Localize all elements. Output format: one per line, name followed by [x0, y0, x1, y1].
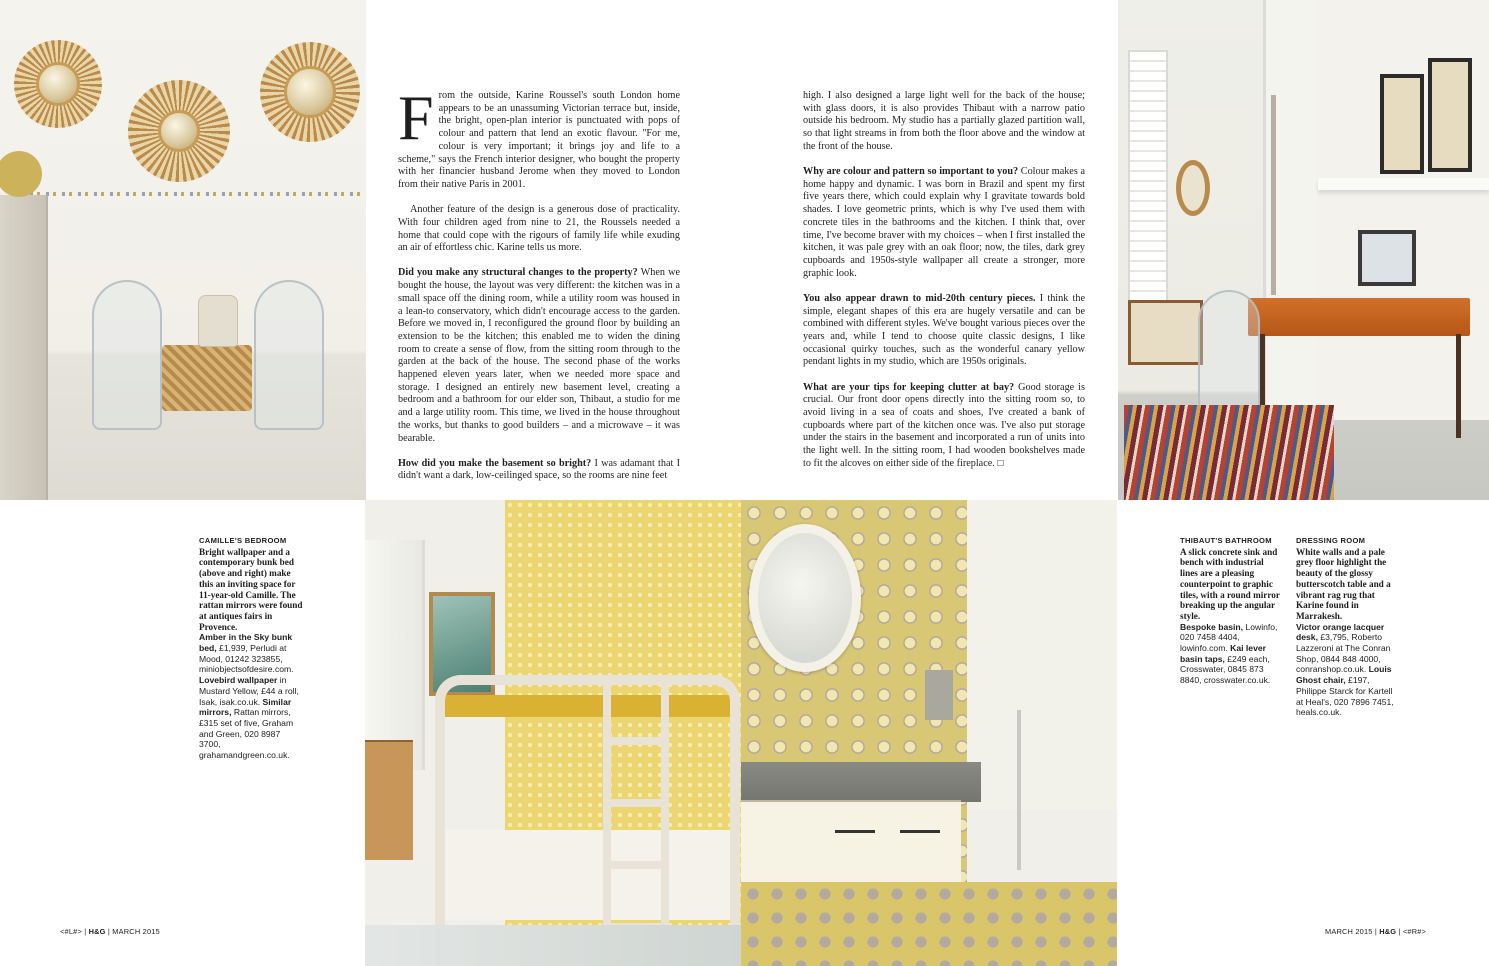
drop-cap: F: [398, 82, 434, 153]
framed-print: [1428, 58, 1472, 172]
paragraph-text: rom the outside, Karine Roussel's south London home appears to be an unassuming Victorian terrace but, inside, the bright, open-plan interior is punctuated with pops of colour and pattern that lend an exotic flavour. "For me, colour is very important; it brings joy and life to a scheme," says the French interior designer, who bought the property with her financier husband Jerome when they moved to London from their native Paris in 2001.: [398, 90, 680, 190]
rattan-heart-mirror: [128, 80, 230, 182]
photo-camilles-room-mirrors: [0, 0, 366, 500]
credit-details: Rattan mirrors, £315 set of five, Graham and Green, 020 8987 3700, grahamandgreen.co.uk.: [199, 707, 294, 761]
credit-details: in Mustard Yellow, £44 a roll, Isak, isak.co.uk.: [199, 675, 299, 707]
paragraph-text: high. I also designed a large light well for the back of the house; with glass doors, it is also provides Thibaut with a narrow patio outside his bedroom. My studio has a partially glazed partition wall, so that light streams in from both the floor above and the window at the front of the house.: [803, 90, 1085, 152]
article-paragraph: [803, 90, 1085, 154]
ghost-chair: [254, 280, 324, 430]
framed-print: [1380, 74, 1424, 174]
article-paragraph: [398, 204, 680, 255]
page-number: <#R#>: [1402, 927, 1427, 936]
magazine-logo: H&G: [88, 927, 106, 936]
drawer-handle: [835, 830, 875, 833]
caption-lead: White walls and a pale grey floor highlight the beauty of the glossy butterscotch table and a vibrant rag rug that Karine found in Marrakesh.: [1296, 546, 1391, 621]
oval-mirror: [1176, 160, 1210, 216]
interview-answer: Good storage is crucial. Our front door opens directly into the sitting room so, to avoid living in a sea of coats and shoes, I've created a bank of cupboards where part of the kitchen once was. I've also put storage under the stairs in the basement and incorporated a run of units into the light well. In the sitting room, I had wooden bookshelves made to fit the alcoves on either side of the fireplace. □: [803, 381, 1085, 469]
door-handle: [1271, 95, 1276, 295]
interview-answer: I was adamant that I didn't want a dark, low-ceilinged space, so the rooms are nine feet: [398, 457, 680, 482]
shower-wall: [967, 500, 1117, 810]
credit-details: £249 each, Crosswater, 0845 873 8840, crosswater.co.uk.: [1180, 653, 1271, 686]
interview-question: How did you make the basement so bright?: [398, 457, 592, 469]
credit-details: Lowinfo, 020 7458 4404, lowinfo.com.: [1180, 621, 1278, 654]
bunk-ladder: [603, 675, 669, 955]
caption-lead: Bright wallpaper and a contemporary bunk bed (above and right) make this an inviting space for 11-year-old Camille. The rattan mirrors were found at antiques fairs in Provence.: [199, 546, 303, 632]
caption-title: DRESSING ROOM: [1296, 536, 1366, 545]
credit-item: Louis Ghost chair,: [1296, 664, 1392, 686]
article-paragraph: [803, 382, 1085, 471]
caption-credits: [1180, 622, 1280, 686]
credit-item: Kai lever basin taps,: [1180, 643, 1266, 664]
interview-question: You also appear drawn to mid-20th century pieces.: [803, 292, 1036, 304]
interview-answer: When we bought the house, the layout was very different: the kitchen was in a small space off the dining room, while a utility room was housed in a lean-to conservatory, which didn't encourage access to the garden. Before we moved in, I reconfigured the ground floor by building an extension to be the kitchen; this enabled me to widen the dining room to create a sense of flow, from the sitting room through to the garden at the back of the house. The second phase of the works happened eleven years later, when we needed more space and storage. I designed an entirely new basement level, creating a bedroom and a bathroom for our elder son, Thibaut, a studio for me and a large utility room. This time, we lived in the house throughout the works, but thanks to good builders – and a microwave – it was bearable.: [398, 267, 680, 444]
interview-answer: I think the simple, elegant shapes of this era are hugely versatile and can be combined with different styles. We've bought various pieces over the years and, while I tend to choose quite classic designs, I like occasional quirky touches, such as the wonderful canary yellow pendant lights in my studio, which are 1950s originals.: [803, 292, 1085, 368]
bunk-bed-edge: [0, 195, 48, 500]
orange-lacquer-desk: [1248, 298, 1470, 336]
caption-dressing-room: [1296, 536, 1400, 718]
credit-item: Victor orange lacquer desk,: [1296, 621, 1385, 643]
paragraph-text: Another feature of the design is a generous dose of practicality. With four children aged from nine to 21, the Roussels needed a home that could cope with the rigours of family life while exuding an air of effortless chic. Karine tells us more.: [398, 204, 680, 254]
bunk-bed: [435, 675, 740, 940]
round-mirror: [749, 524, 861, 672]
shower-niche: [925, 670, 953, 720]
article-paragraph: [803, 166, 1085, 280]
interview-question: Why are colour and pattern so important to you?: [803, 166, 1019, 178]
folio-right: MARCH 2015 | H&G | <#R#>: [1325, 927, 1427, 936]
rattan-sunburst-mirror: [260, 42, 360, 142]
rattan-sunburst-mirror: [14, 40, 102, 128]
concrete-basin: [741, 762, 981, 802]
bead-garland: [30, 192, 366, 196]
pine-drawers: [365, 740, 413, 860]
credit-item: Lovebird wallpaper: [199, 675, 278, 686]
rag-rug: [1124, 405, 1334, 500]
issue-date: MARCH 2015: [112, 927, 160, 936]
window: [365, 540, 425, 770]
floor-tiles: [741, 882, 1117, 966]
article-paragraph: [803, 293, 1085, 369]
credit-details: £1,939, Perludi at Mood, 01242 323855, miniobjectsofdesire.com.: [199, 643, 294, 675]
interview-answer: Colour makes a home happy and dynamic. I was born in Brazil and spent my first five years there, which could explain why I gravitate towards bold shades. I love geometric prints, which is why I've used them with concrete tiles in the bathrooms and the kitchen. I think that, over time, I've become braver with my choices – when I first installed the kitchen, it was pale grey with an oak floor; now, the tiles, dark grey cupboards and 1950s-style wallpaper all create a stronger, more graphic look.: [803, 166, 1085, 279]
article-paragraph: [398, 82, 680, 192]
credit-item: Amber in the Sky bunk bed,: [199, 632, 293, 654]
article-paragraph: [398, 458, 680, 483]
page-number: <#L#>: [60, 927, 82, 936]
ghost-chair: [1198, 290, 1260, 420]
issue-date: MARCH 2015: [1325, 927, 1373, 936]
credit-item: Similar mirrors,: [199, 696, 292, 718]
magazine-logo: H&G: [1379, 927, 1397, 936]
computer-monitor: [1358, 230, 1416, 286]
caption-lead: A slick concrete sink and bench with industrial lines are a pleasing counterpoint to graphic tiles, with a round mirror breaking up the angular style.: [1180, 546, 1280, 621]
credit-item: Bespoke basin,: [1180, 621, 1244, 632]
drawer-handle: [900, 830, 940, 833]
photo-dressing-room: [1118, 0, 1489, 500]
rattan-stool: [162, 345, 252, 411]
caption-credits: [199, 632, 303, 760]
floor-rug: [365, 925, 741, 966]
caption-title: THIBAUT'S BATHROOM: [1180, 536, 1272, 545]
folio-left: <#L#> | H&G | MARCH 2015: [60, 927, 160, 936]
credit-details: £197, Philippe Starck for Kartell at Heal's, 020 7896 7451, heals.co.uk.: [1296, 675, 1394, 718]
interview-question: What are your tips for keeping clutter at bay?: [803, 381, 1015, 393]
ghost-chair: [92, 280, 162, 430]
safari-chair: [1128, 300, 1203, 365]
interview-question: Did you make any structural changes to the property?: [398, 267, 638, 279]
article-paragraph: [398, 267, 680, 445]
credit-details: £3,795, Roberto Lazzeroni at The Conran Shop, 0844 848 4000, conranshop.co.uk.: [1296, 632, 1391, 675]
article-column-1: [398, 82, 680, 496]
photo-bunk-bed-and-bathroom: [365, 500, 1117, 966]
article-column-2: [803, 90, 1085, 483]
caption-credits: [1296, 622, 1400, 718]
shower-pipe: [1017, 710, 1021, 870]
desk-leg: [1456, 334, 1461, 438]
caption-title: CAMILLE'S BEDROOM: [199, 536, 287, 545]
toy-fox: [198, 295, 238, 347]
vanity-unit: [741, 800, 961, 882]
caption-camilles-bedroom: [199, 536, 303, 761]
wall-shelf: [1318, 178, 1489, 190]
caption-thibauts-bathroom: [1180, 536, 1280, 686]
